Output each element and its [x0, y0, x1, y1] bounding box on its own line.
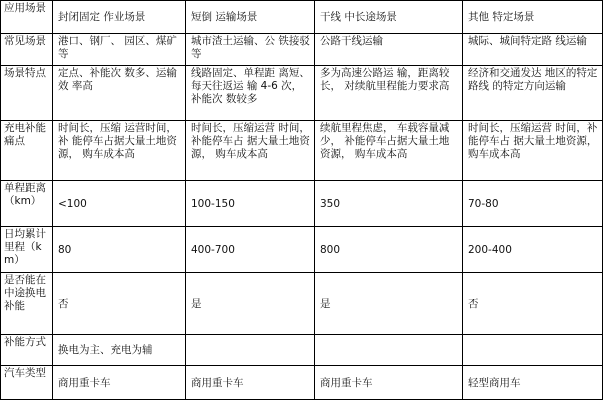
table-cell: 商用重卡车 — [315, 366, 463, 400]
table-row — [1, 335, 603, 366]
table-cell: 否 — [53, 273, 186, 335]
table-cell: 定点、补能次 数多、运输效 率高 — [53, 66, 186, 121]
table-cell: 港口、钢厂、 园区、煤矿等 — [53, 34, 186, 66]
table-cell: 多为高速公路运 输，距离较长， 对续航里程能力要求高 — [315, 66, 463, 121]
table-row — [1, 121, 603, 181]
table-cell: 城际、城间特定路 线运输 — [463, 34, 603, 66]
table-cell: 时间长，压缩运营 时间，补能停车占 据大量土地资源， 购车成本高 — [186, 121, 315, 181]
table-row — [1, 366, 603, 400]
row-label-midway-swap: 是否能在中途换电补能 — [1, 273, 53, 335]
table-cell — [315, 335, 463, 366]
table-cell: 是 — [315, 273, 463, 335]
row-label-replenish-method: 补能方式 — [1, 335, 53, 366]
table-cell: 时间长，压缩 运营时间，补 能停车占据大量土地资源， 购车成本高 — [53, 121, 186, 181]
table-cell: 350 — [315, 181, 463, 227]
table-cell: 封闭固定 作业场景 — [53, 1, 186, 34]
row-label-characteristics: 场景特点 — [1, 66, 53, 121]
table-cell: 经济和交通发达 地区的特定路线 的特定方向运输 — [463, 66, 603, 121]
table-cell — [186, 335, 315, 366]
table-cell: 短倒 运输场景 — [186, 1, 315, 34]
table-cell: 续航里程焦虑， 车载容量减少， 补能停车占据大量土地资源， 购车成本高 — [315, 121, 463, 181]
table-cell: 商用重卡车 — [53, 366, 186, 400]
table-cell: <100 — [53, 181, 186, 227]
table-cell: 200-400 — [463, 227, 603, 273]
row-label-single-distance: 单程距离（km） — [1, 181, 53, 227]
table-cell: 800 — [315, 227, 463, 273]
table-row — [1, 181, 603, 227]
table-row — [1, 66, 603, 121]
table-cell: 干线 中长途场景 — [315, 1, 463, 34]
row-label-daily-mileage: 日均累计里程（km） — [1, 227, 53, 273]
row-label-common-scenes: 常见场景 — [1, 34, 53, 66]
table-row — [1, 1, 603, 34]
row-label-charging-pain-points: 充电补能痛点 — [1, 121, 53, 181]
table-cell — [463, 335, 603, 366]
table-cell: 线路固定、单程距 离短、每天往返运 输 4-6 次，补能次 数较多 — [186, 66, 315, 121]
table-row — [1, 34, 603, 66]
table-cell: 70-80 — [463, 181, 603, 227]
table-cell: 商用重卡车 — [186, 366, 315, 400]
table-cell: 时间长，压缩运营 时间，补能停车占 据大量土地资源， 购车成本高 — [463, 121, 603, 181]
table-cell: 轻型商用车 — [463, 366, 603, 400]
table-row — [1, 227, 603, 273]
table-cell: 换电为主、充电为辅 — [53, 335, 186, 366]
table-cell: 城市渣土运输、公 铁接驳等 — [186, 34, 315, 66]
table-cell: 否 — [463, 273, 603, 335]
row-label-scenario: 应用场景 — [1, 1, 53, 34]
table-row — [1, 273, 603, 335]
table-cell: 400-700 — [186, 227, 315, 273]
table-cell: 是 — [186, 273, 315, 335]
table-cell: 100-150 — [186, 181, 315, 227]
row-label-vehicle-type: 汽车类型 — [1, 366, 53, 400]
table-cell: 公路干线运输 — [315, 34, 463, 66]
table-cell: 80 — [53, 227, 186, 273]
table-cell: 其他 特定场景 — [463, 1, 603, 34]
